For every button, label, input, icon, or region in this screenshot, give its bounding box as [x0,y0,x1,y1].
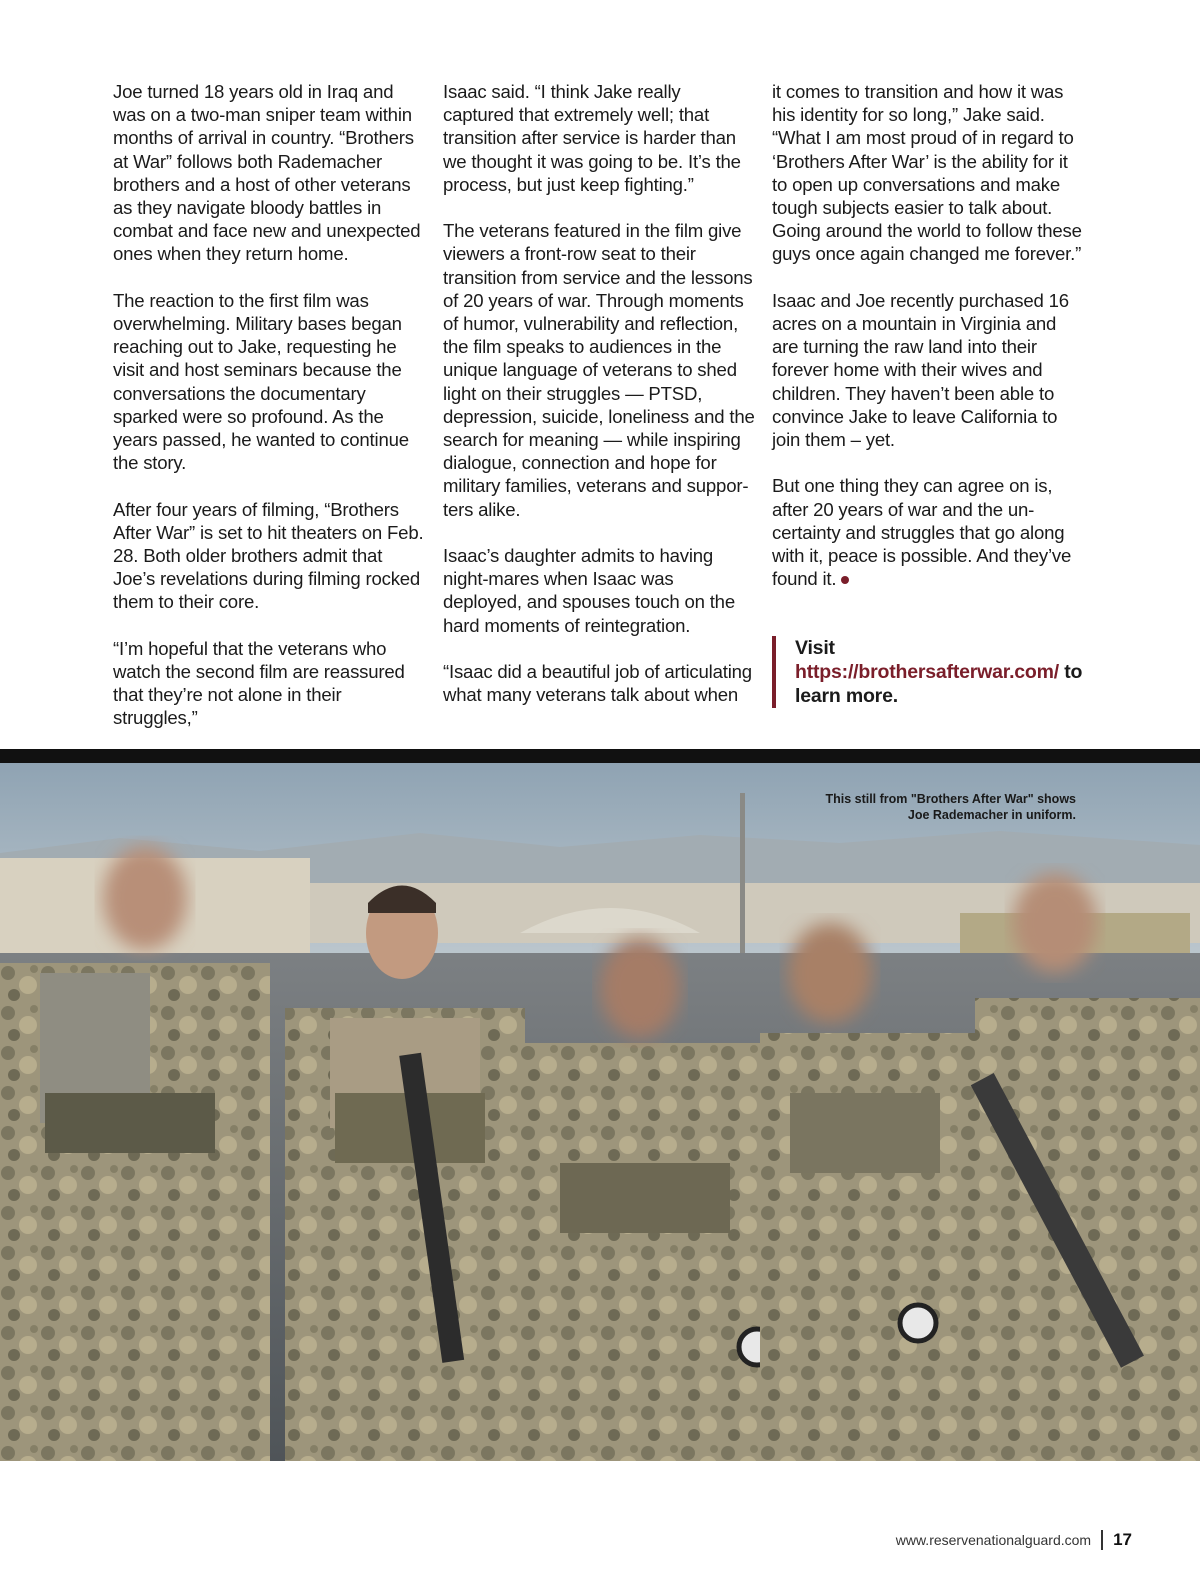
paragraph: The veterans featured in the film give viewers a front-row seat to their transition from service and the lessons of 20 years of war. Through moments of humor, vulnerability and reflection, the film speaks to audiences in the unique language of veterans to shed light on their struggles — PTSD, depression, suicide, loneliness and the search for meaning — while inspiring dialogue, connection and hope for military families, veterans and suppor-ters alike. [443,220,755,520]
footer-website[interactable]: www.reservenationalguard.com [895,1532,1092,1548]
paragraph: “Isaac did a beautiful job of articulating what many veterans talk about when [443,661,752,706]
soldiers-photo-illustration [0,763,1200,1461]
cta-tail: to learn more. [795,661,1083,708]
paragraph: Joe turned 18 years old in Iraq and was on a two-man sniper team within months of arrival in country. “Brothers at War” follows both Rademacher brothers and a host of other veterans as they navigate bloody battles in combat and face new and unexpected ones when they return home. [113,81,421,265]
page-footer [896,1530,1132,1550]
paragraph: “I’m hopeful that the veterans who watch the second film are reassured that they’re not alone in their struggles,” [113,637,405,729]
website-link[interactable]: https://brothersafterwar.com/ [795,661,1060,684]
paragraph-text: But one thing they can agree on is, after 20 years of war and the un-certainty and struggles that go along with it, peace is possible. And they’ve found it. [772,475,1072,590]
group-photo [0,749,1200,1461]
footer-divider [1101,1530,1103,1550]
photo-caption: This still from "Brothers After War" shows Joe Rademacher in uniform. [825,792,1076,822]
page-number: 17 [1113,1530,1132,1549]
cta-visit: Visit [795,637,835,660]
call-to-action [772,636,1085,708]
paragraph: After four years of filming, “Brothers After War” is set to hit theaters on Feb. 28. Both older brothers admit that Joe’s revelations during filming rocked them to their core. [113,498,424,613]
paragraph: The reaction to the first film was overwhelming. Military bases began reaching out to Jake, requesting he visit and host seminars because the conversations the documentary sparked were so profound. As the years passed, he wanted to continue the story. [113,289,409,474]
article-column-1 [113,80,425,753]
end-mark-icon [841,576,849,584]
article-column-2 [443,80,755,730]
paragraph-final [772,474,1084,590]
paragraph: Isaac and Joe recently purchased 16 acres on a mountain in Virginia and are turning the raw land into their forever home with their wives and children. They haven’t been able to convince Jake to leave California to join them – yet. [772,289,1069,451]
paragraph: Isaac said. “I think Jake really captured that extremely well; that transition after service is harder than we thought it was going to be. It’s the process, but just keep fighting.” [443,81,741,195]
article-column-3 [772,80,1084,708]
paragraph: Isaac’s daughter admits to having night-mares when Isaac was deployed, and spouses touch on the hard moments of reintegration. [443,545,735,636]
paragraph: it comes to transition and how it was his identity for so long,” Jake said. “What I am most proud of in regard to ‘Brothers After War’ is the ability for it to open up conversations and make tough subjects easier to talk about. Going around the world to follow these guys once again changed me forever.” [772,81,1082,265]
